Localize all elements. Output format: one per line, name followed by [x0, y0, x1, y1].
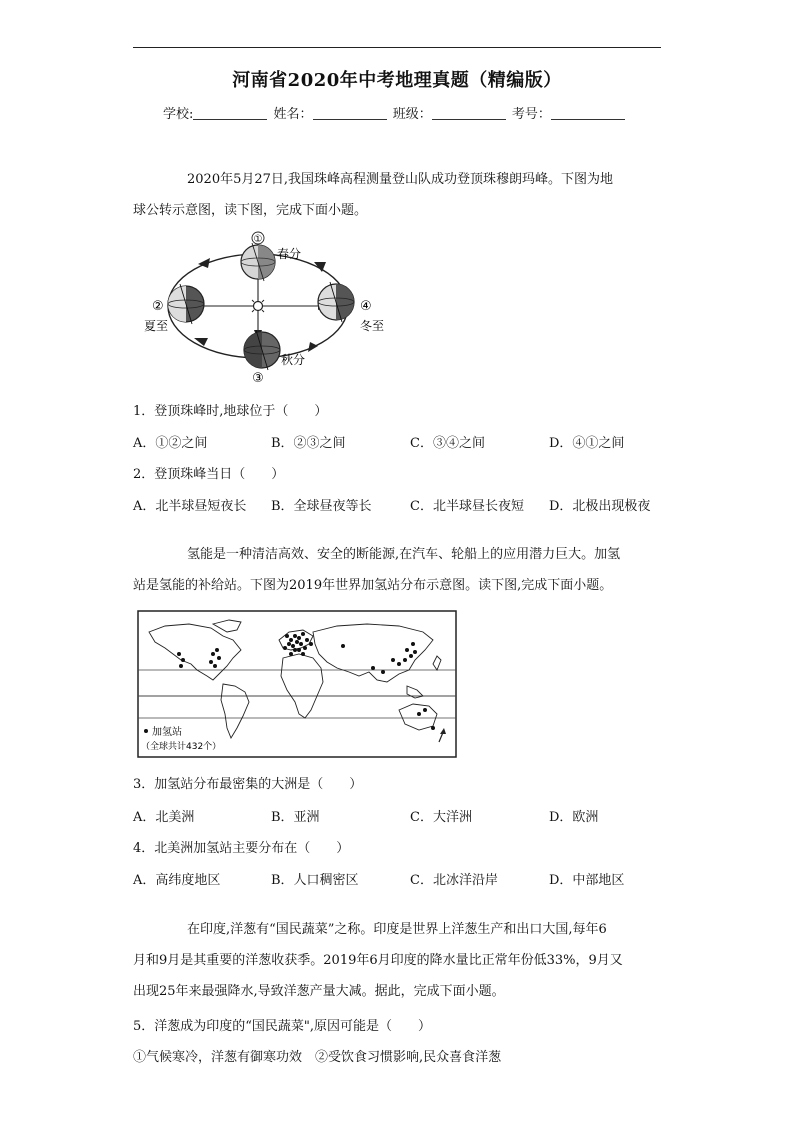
name-blank[interactable] [313, 106, 387, 120]
question-4: 4．北美洲加氢站主要分布在（ ） [133, 841, 350, 856]
question-3: 3．加氢站分布最密集的大洲是（ ） [133, 777, 363, 792]
question-5: 5．洋葱成为印度的“国民蔬菜",原因可能是（ ） [133, 1019, 432, 1034]
q2-option-c[interactable]: C．北半球昼长夜短 [410, 499, 524, 514]
summer-label: 夏至 [144, 319, 169, 333]
q2-option-b[interactable]: B．全球昼夜等长 [271, 499, 372, 514]
intro-line: 出现25年来最强降水,导致洋葱产量大减。据此，完成下面小题。 [133, 984, 505, 999]
page-title: 河南省2020年中考地理真题（精编版） [232, 70, 562, 91]
earth-winter-icon [318, 282, 354, 322]
map-frame [138, 611, 456, 757]
autumn-label: 秋分 [281, 353, 306, 367]
q4-option-c[interactable]: C．北冰洋沿岸 [410, 873, 498, 888]
orbit-arrow [194, 338, 208, 346]
spring-label: 春分 [277, 247, 302, 261]
world-map [137, 610, 457, 758]
intro-line: 在印度,洋葱有“国民蔬菜”之称。印度是世界上洋葱生产和出口大国,每年6 [187, 922, 607, 937]
q1-option-c[interactable]: C．③④之间 [410, 436, 485, 451]
intro-line: 2020年5月27日,我国珠峰高程测量登山队成功登顶珠穆朗玛峰。下图为地 [187, 172, 614, 187]
section2-intro [133, 539, 661, 601]
intro-line: 氢能是一种清洁高效、安全的断能源,在汽车、轮船上的应用潜力巨大。加氢 [187, 547, 621, 562]
q3-option-d[interactable]: D．欧洲 [549, 810, 599, 825]
q4-option-d[interactable]: D．中部地区 [549, 873, 625, 888]
number-label: 考号： [511, 107, 551, 122]
student-info-row [163, 103, 627, 122]
q1-option-d[interactable]: D．④①之间 [549, 436, 625, 451]
q4-option-a[interactable]: A．高纬度地区 [133, 873, 221, 888]
winter-label: 冬至 [360, 319, 385, 333]
pos1-label: ① [253, 234, 263, 245]
pos2-label: ② [152, 299, 164, 314]
intro-line: 球公转示意图，读下图，完成下面小题。 [133, 203, 368, 218]
legend-note: （全球共计432个） [141, 742, 222, 752]
question-5-choices: ①气候寒冷，洋葱有御寒功效 ②受饮食习惯影响,民众喜食洋葱 [133, 1050, 502, 1065]
orbit-arrow [308, 342, 318, 352]
class-blank[interactable] [432, 106, 506, 120]
question-2: 2．登顶珠峰当日（ ） [133, 467, 285, 482]
earth-spring-icon [241, 243, 275, 281]
earth-summer-icon [168, 284, 204, 324]
legend-title: 加氢站 [152, 727, 182, 738]
number-blank[interactable] [551, 106, 625, 120]
school-blank[interactable] [193, 106, 267, 120]
q3-option-a[interactable]: A．北美洲 [133, 810, 195, 825]
q3-option-b[interactable]: B．亚洲 [271, 810, 320, 825]
q2-option-a[interactable]: A．北半球昼短夜长 [133, 499, 247, 514]
pos4-label: ④ [360, 299, 372, 314]
q4-option-b[interactable]: B．人口稠密区 [271, 873, 359, 888]
section3-intro [133, 914, 661, 1007]
question-1: 1．登顶珠峰时,地球位于（ ） [133, 404, 328, 419]
school-label: 学校: [163, 107, 194, 122]
earth-autumn-icon [244, 330, 280, 370]
q2-option-d[interactable]: D．北极出现极夜 [549, 499, 651, 514]
pos3-label: ③ [252, 371, 264, 386]
legend-dot-icon [144, 729, 148, 733]
orbit-diagram [138, 228, 390, 386]
q1-option-b[interactable]: B．②③之间 [271, 436, 346, 451]
sun-icon [249, 297, 267, 315]
name-label: 姓名： [273, 107, 313, 122]
q3-option-c[interactable]: C．大洋洲 [410, 810, 472, 825]
q1-option-a[interactable]: A．①②之间 [133, 436, 208, 451]
section1-intro [133, 164, 661, 226]
intro-line: 月和9月是其重要的洋葱收获季。2019年6月印度的降水量比正常年份低33%，9月又 [133, 953, 623, 968]
header-rule [133, 47, 661, 48]
intro-line: 站是氢能的补给站。下图为2019年世界加氢站分布示意图。读下图,完成下面小题。 [133, 578, 613, 593]
class-label: 班级： [392, 107, 432, 122]
